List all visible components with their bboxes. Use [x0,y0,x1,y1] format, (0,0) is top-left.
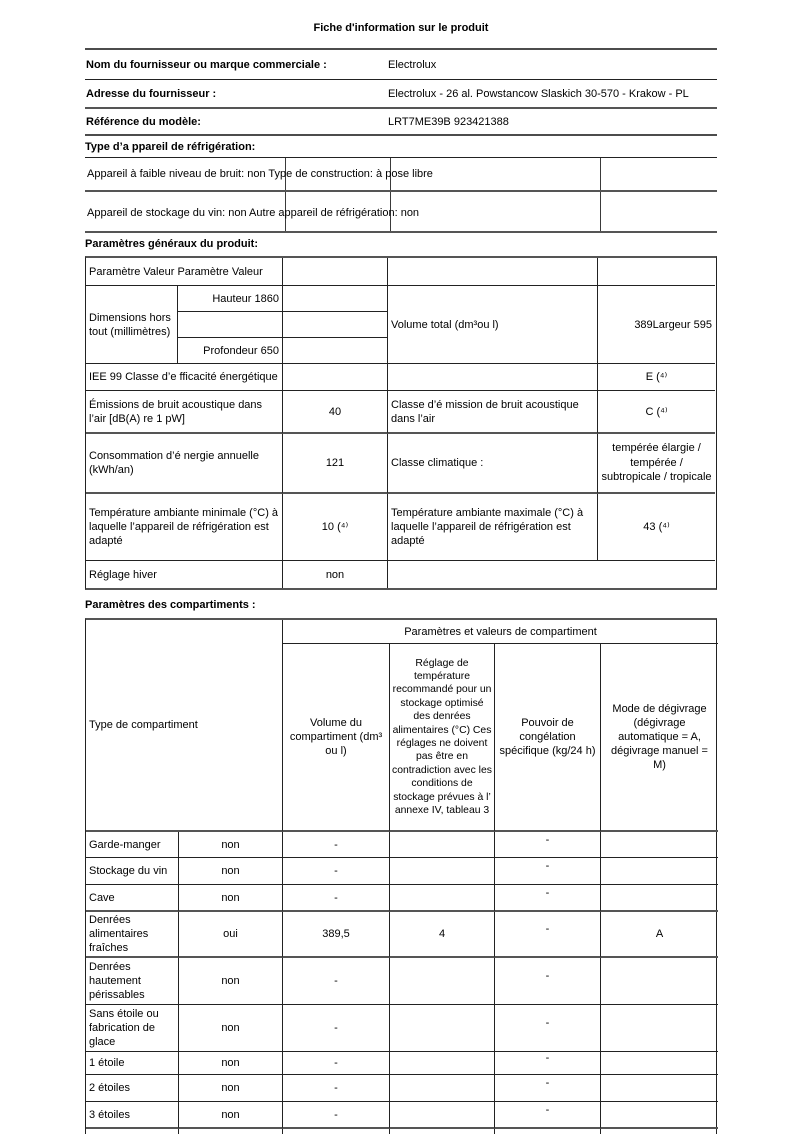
section-heading-appliance-type: Type d’a ppareil de réfrigération: [85,141,256,153]
min-ambient-temp-value: 10 (⁴⁾ [283,494,388,561]
compartment-present: non [179,1102,283,1129]
empty-cell [283,312,388,338]
table-row [85,158,717,192]
dimensions-label: Dimensions hors tout (millimètres) [86,286,178,364]
model-reference-label: Référence du modèle: [86,115,201,128]
empty-cell [179,1129,283,1134]
document-body [85,48,717,1134]
compartment-volume: - [283,1005,390,1052]
param-header-row: Paramètre Valeur Paramètre Valeur [86,258,283,286]
empty-cell [495,1129,601,1134]
compartment-volume: - [283,885,390,912]
noise-emission-value: 40 [283,391,388,434]
page-title: Fiche d'information sur le produit [313,22,489,34]
compartment-name: Sans étoile ou fabrication de glace [86,1005,179,1052]
total-volume-and-width-value: 389Largeur 595 [598,286,715,364]
compartment-temp-setting [390,1075,495,1102]
supplier-name-label: Nom du fournisseur ou marque commerciale : [86,58,327,71]
compartment-name: Denrées hautement périssables [86,958,179,1005]
compartment-present: non [179,1052,283,1075]
dash-mark: - [545,1017,550,1029]
compartment-present: non [179,832,283,858]
empty-cell [601,1129,718,1134]
appliance-type-table [85,157,717,233]
energy-class-label: IEE 99 Classe d’e fficacité énergétique [86,364,283,391]
compartment-defrost-mode [601,858,718,885]
empty-cell [283,286,388,312]
compartment-defrost-mode [601,1052,718,1075]
min-ambient-temp-label: Température ambiante minimale (°C) à laquelle l’appareil de réfrigération est adapté [86,494,283,561]
climate-class-label: Classe climatique : [388,434,598,494]
empty-cell [388,258,598,286]
noise-class-value: C (⁴⁾ [598,391,715,434]
compartment-temp-setting [390,1052,495,1075]
compartment-temp-setting [390,1102,495,1129]
compartment-temp-setting [390,1005,495,1052]
compartment-volume: - [283,1052,390,1075]
compartment-freezing-capacity [495,885,601,912]
dash-mark: - [545,1077,550,1089]
annual-consumption-value: 121 [283,434,388,494]
compartment-volume: 389,5 [283,912,390,958]
dash-mark: - [545,970,550,982]
defrost-mode-column-header: Mode de dégivrage (dégivrage automatique = A, dégivrage manuel = M) [601,644,718,832]
dash-mark: - [545,1052,550,1064]
compartment-freezing-capacity [495,912,601,958]
noise-and-construction-text: Appareil à faible niveau de bruit: non Type de construction: à pose libre [87,168,433,180]
dash-mark: - [545,886,550,899]
compartment-defrost-mode: A [601,912,718,958]
empty-cell [388,561,715,588]
compartment-volume: - [283,1102,390,1129]
wine-and-other-text: Appareil de stockage du vin: non Autre appareil de réfrigération: non [87,207,420,219]
compartment-freezing-capacity [495,1075,601,1102]
compartment-defrost-mode [601,885,718,912]
max-ambient-temp-value: 43 (⁴⁾ [598,494,715,561]
compartment-volume: - [283,958,390,1005]
compartment-present: non [179,1075,283,1102]
compartment-temp-setting [390,832,495,858]
compartment-temp-setting [390,958,495,1005]
winter-setting-label: Réglage hiver [86,561,283,588]
compartment-values-span-header: Paramètres et valeurs de compartiment [283,620,718,644]
climate-class-value: tempérée élargie / tempérée / subtropicale / tropicale [598,434,715,494]
compartment-volume: - [283,858,390,885]
compartment-name: 2 étoiles [86,1075,179,1102]
general-parameters-table [85,256,717,590]
compartment-freezing-capacity [495,1005,601,1052]
compartment-name: Garde-manger [86,832,179,858]
empty-cell [598,258,715,286]
empty-cell [178,312,283,338]
empty-cell [283,364,388,391]
supplier-info-table [85,48,717,136]
compartment-present: oui [179,912,283,958]
compartment-freezing-capacity [495,958,601,1005]
supplier-address-value: Electrolux - 26 al. Powstancow Slaskich 30-570 - Krakow - PL [388,87,689,100]
dash-mark: - [545,923,550,935]
noise-class-label: Classe d’é mission de bruit acoustique dans l’air [388,391,598,434]
annual-consumption-label: Consommation d’é nergie annuelle (kWh/an) [86,434,283,494]
dash-mark: - [545,833,550,846]
compartment-present: non [179,1005,283,1052]
compartment-name: Stockage du vin [86,858,179,885]
table-row [85,80,717,109]
compartment-defrost-mode [601,1005,718,1052]
compartment-temp-setting [390,885,495,912]
empty-cell [390,1129,495,1134]
temperature-setting-column-header: Réglage de température recommandé pour un stockage optimisé des denrées alimentaires (°C) Ces réglages ne doivent pas être en contradiction avec les conditions de stockage prévues à l’ annexe IV, tableau 3 [390,644,495,832]
empty-cell [283,1129,390,1134]
freezing-capacity-column-header: Pouvoir de congélation spécifique (kg/24 h) [495,644,601,832]
table-row [85,109,717,134]
empty-cell [388,364,598,391]
model-reference-value: LRT7ME39B 923421388 [388,115,509,128]
compartment-freezing-capacity [495,1052,601,1075]
compartment-name: 3 étoiles [86,1102,179,1129]
volume-column-header: Volume du compartiment (dm³ ou l) [283,644,390,832]
table-row [85,192,717,234]
compartment-name: Denrées alimentaires fraîches [86,912,179,958]
max-ambient-temp-label: Température ambiante maximale (°C) à laquelle l’appareil de réfrigération est adapté [388,494,598,561]
table-row [85,50,717,80]
compartment-temp-setting: 4 [390,912,495,958]
compartment-temp-setting [390,858,495,885]
compartment-name: Cave [86,885,179,912]
depth-value: Profondeur 650 [178,338,283,364]
compartment-present: non [179,858,283,885]
energy-class-value: E (⁴⁾ [598,364,715,391]
section-heading-compartments: Paramètres des compartiments : [85,599,256,611]
compartment-volume: - [283,832,390,858]
compartment-present: non [179,958,283,1005]
compartment-defrost-mode [601,1102,718,1129]
compartment-defrost-mode [601,832,718,858]
total-volume-label: Volume total (dm³ou l) [388,286,598,364]
compartment-freezing-capacity [495,858,601,885]
compartment-type-header: Type de compartiment [86,620,283,832]
noise-emission-label: Émissions de bruit acoustique dans l’air [dB(A) re 1 pW] [86,391,283,434]
compartment-freezing-capacity [495,1102,601,1129]
compartment-present: non [179,885,283,912]
height-value: Hauteur 1860 [178,286,283,312]
supplier-address-label: Adresse du fournisseur : [86,87,217,100]
section-heading-general-parameters: Paramètres généraux du produit: [85,238,258,250]
winter-setting-value: non [283,561,388,588]
compartment-defrost-mode [601,958,718,1005]
compartment-name: 1 étoile [86,1052,179,1075]
compartment-freezing-capacity [495,832,601,858]
compartment-defrost-mode [601,1075,718,1102]
dash-mark: - [545,860,550,872]
supplier-name-value: Electrolux [388,58,437,71]
empty-cell [283,258,388,286]
compartment-volume: - [283,1075,390,1102]
empty-cell [86,1129,179,1134]
dash-mark: - [545,1103,550,1116]
empty-cell [283,338,388,364]
compartment-parameters-table [85,618,717,1134]
